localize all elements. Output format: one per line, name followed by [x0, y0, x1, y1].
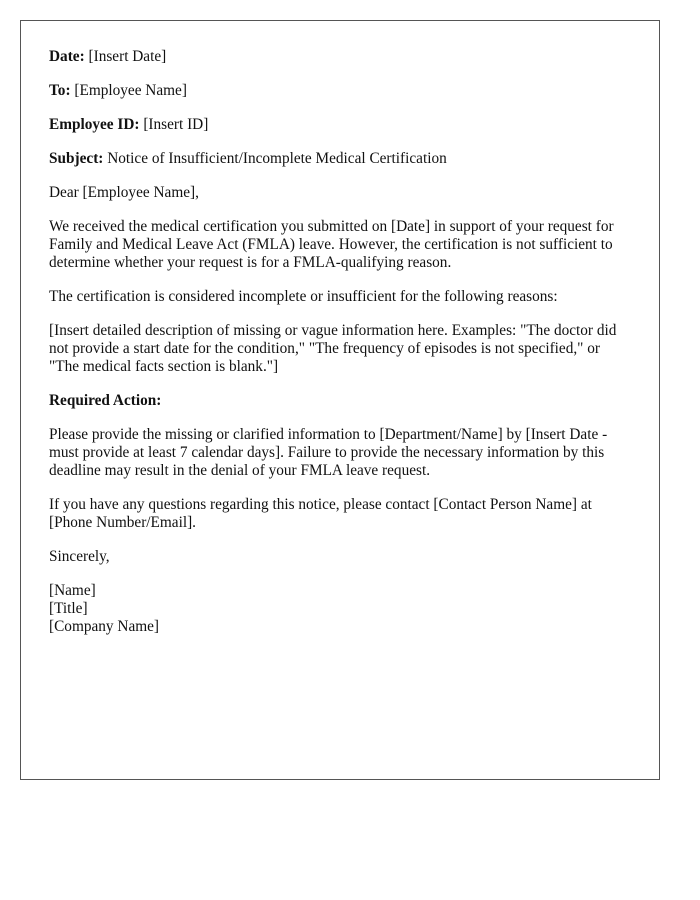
subject-value: Notice of Insufficient/Incomplete Medical Certification	[107, 150, 447, 167]
to-label: To:	[49, 82, 71, 99]
to-value: [Employee Name]	[74, 82, 187, 99]
signer-title: [Title]	[49, 600, 88, 617]
letter-document	[20, 20, 660, 780]
date-value: [Insert Date]	[88, 48, 167, 65]
employee-id-line	[49, 116, 631, 134]
body-paragraph-3: [Insert detailed description of missing or vague information here. Examples: "The doctor did not provide a start date for the condition," "The frequency of episodes is not specified," or "The medical facts section is blank."]	[49, 322, 617, 375]
signer-name: [Name]	[49, 582, 96, 599]
salutation: Dear [Employee Name],	[49, 184, 199, 201]
employee-id-value: [Insert ID]	[143, 116, 209, 133]
subject-label: Subject:	[49, 150, 104, 167]
body-paragraph-4: Please provide the missing or clarified information to [Department/Name] by [Insert Date - must provide at least 7 calendar days]. Failure to provide the necessary information by this deadline may result in the denial of your FMLA leave request.	[49, 426, 608, 479]
body-paragraph-5: If you have any questions regarding this notice, please contact [Contact Person Name] at [Phone Number/Email].	[49, 496, 592, 531]
signature-block	[49, 582, 631, 636]
body-paragraph-1: We received the medical certification you submitted on [Date] in support of your request for Family and Medical Leave Act (FMLA) leave. However, the certification is not sufficient to determine whether your request is for a FMLA-qualifying reason.	[49, 218, 614, 271]
to-line	[49, 82, 631, 100]
date-line	[49, 48, 631, 66]
sign-off: Sincerely,	[49, 548, 110, 565]
subject-line	[49, 150, 631, 168]
employee-id-label: Employee ID:	[49, 116, 140, 133]
signer-company: [Company Name]	[49, 618, 160, 635]
date-label: Date:	[49, 48, 85, 65]
required-action-heading: Required Action:	[49, 392, 162, 409]
body-paragraph-2: The certification is considered incomplete or insufficient for the following reasons:	[49, 288, 558, 305]
